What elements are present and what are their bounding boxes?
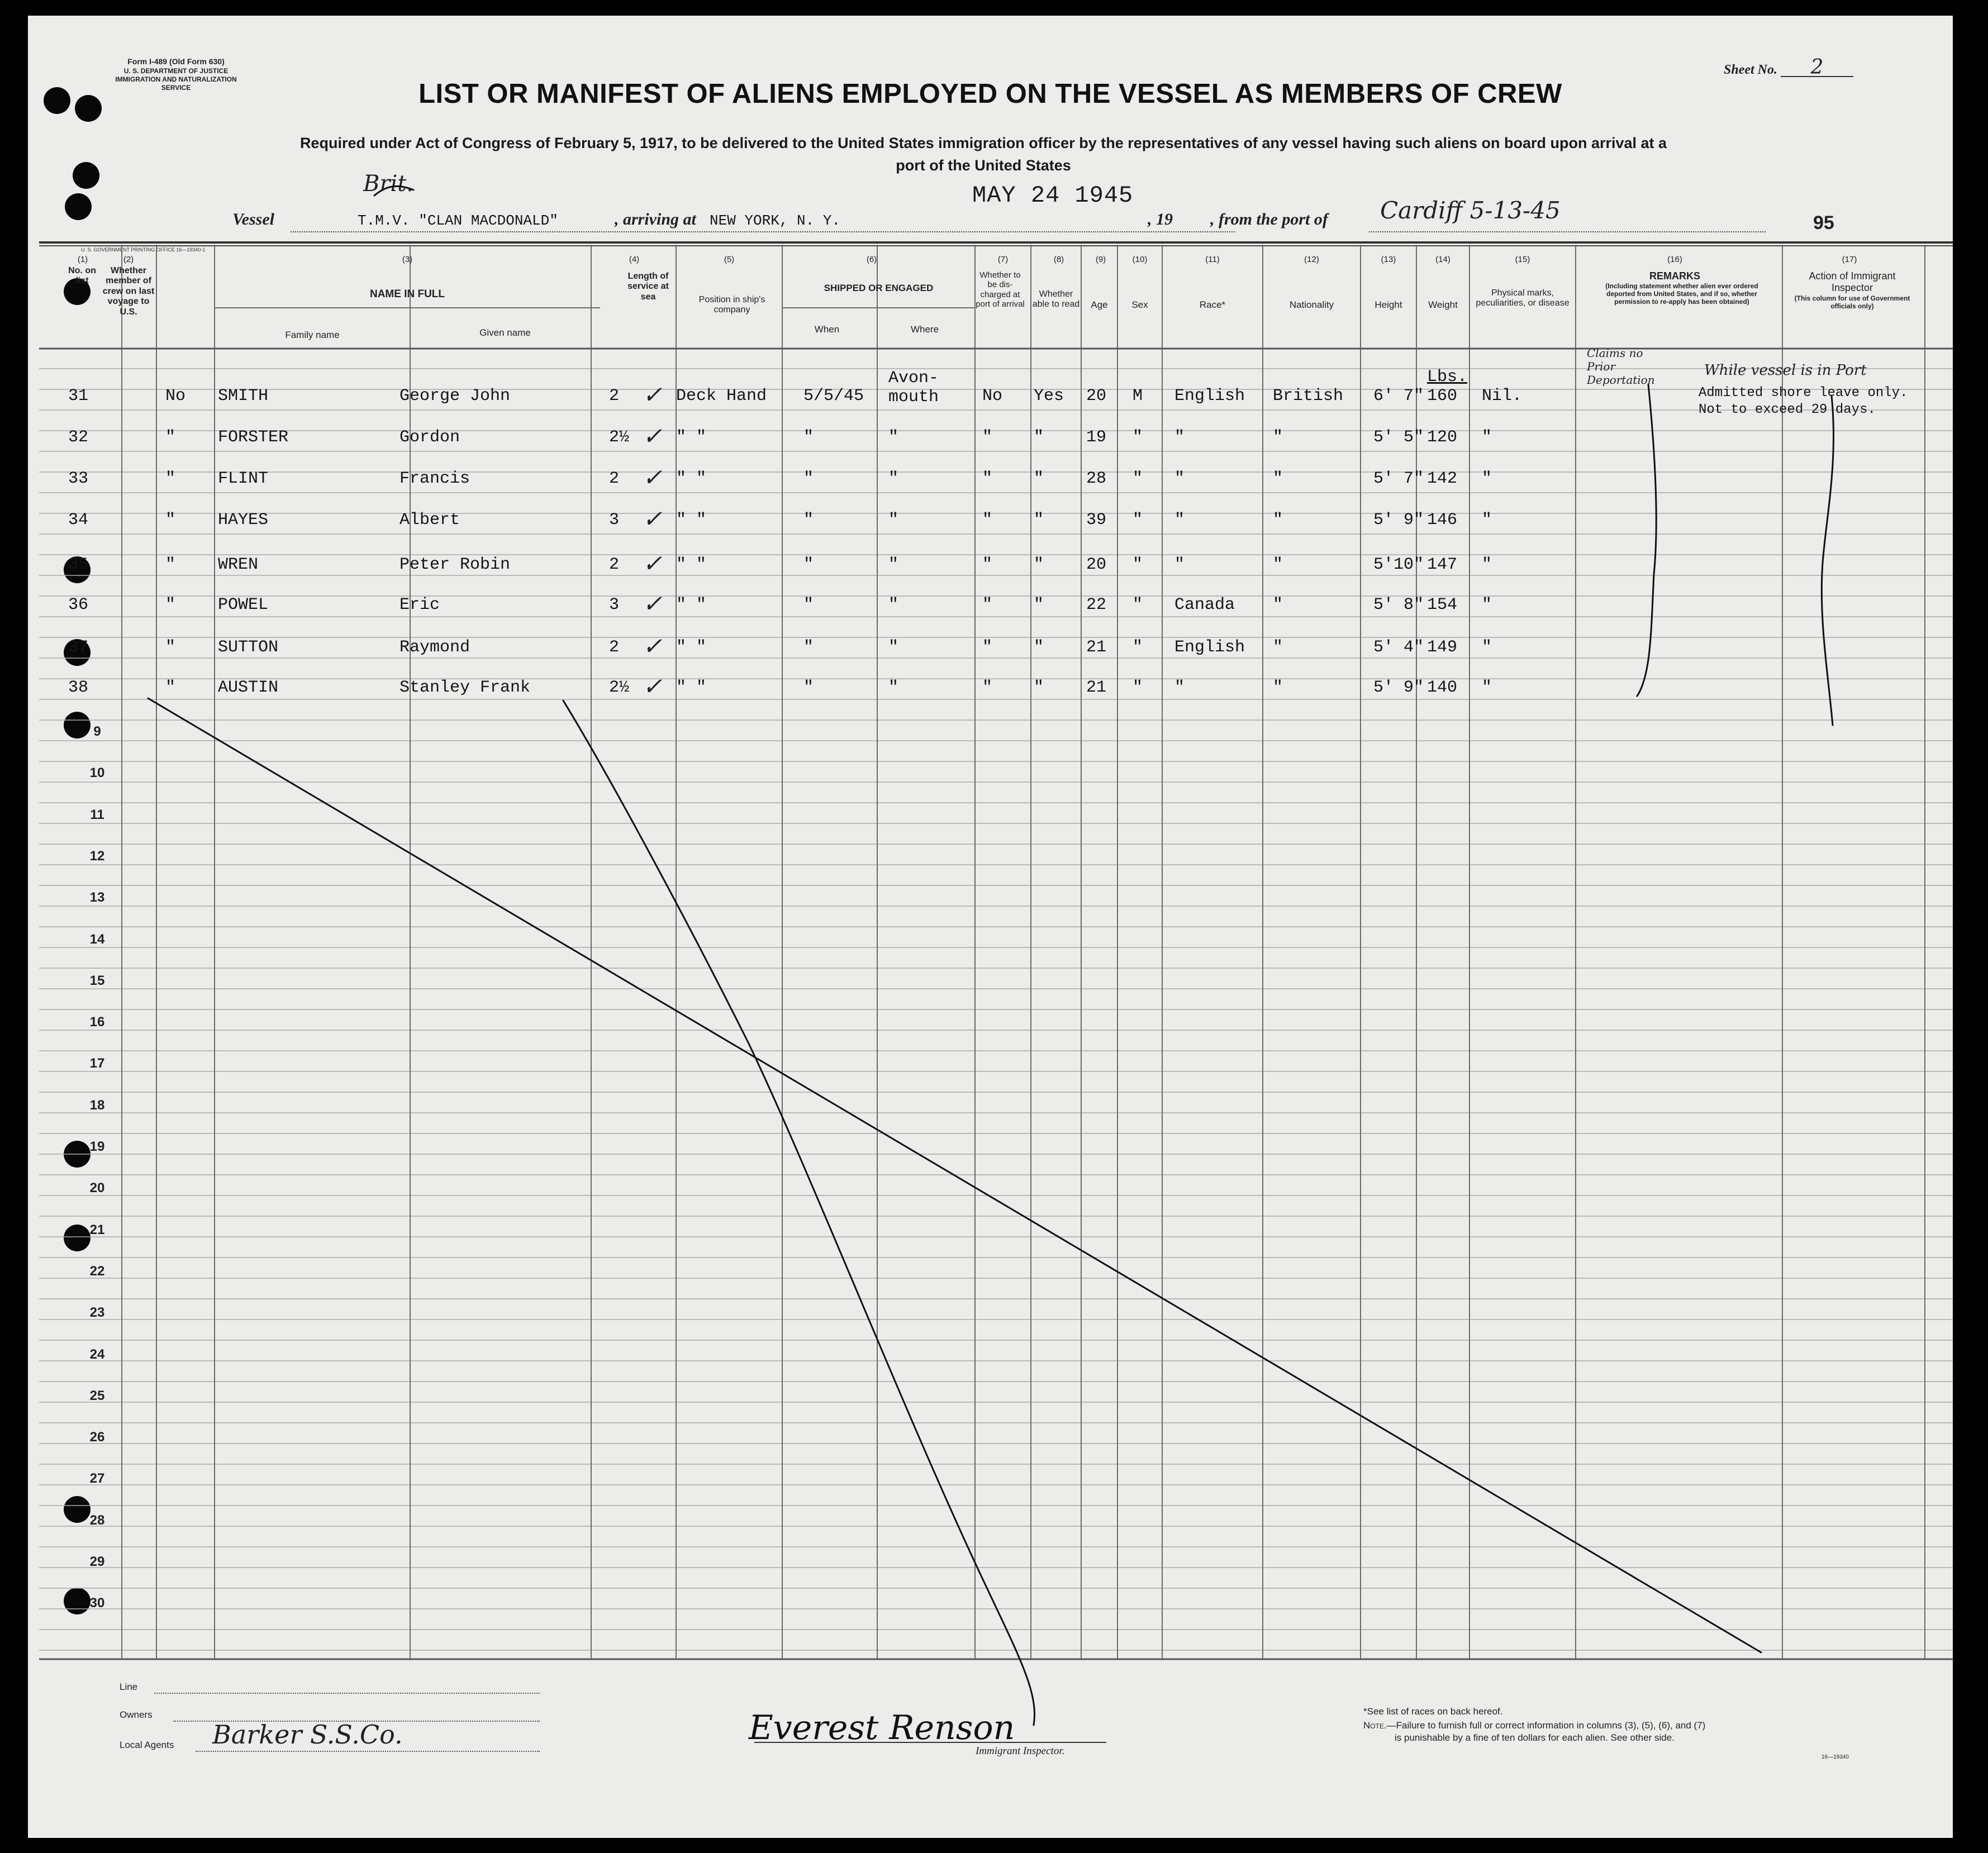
race: " — [1174, 428, 1185, 447]
age: 20 — [1086, 555, 1107, 574]
subtitle-line: port of the United States — [896, 157, 1071, 174]
col-header-discharged: Whether to be dis-charged at port of arrival — [976, 270, 1025, 309]
col-header-age: Age — [1091, 299, 1108, 310]
col-header-weight: Weight — [1428, 299, 1458, 310]
weight: 160 — [1427, 387, 1458, 406]
inspector-underline — [754, 1742, 1106, 1743]
given-name: Gordon — [399, 428, 460, 447]
line-number: 27 — [89, 1471, 105, 1487]
length-of-service: 2½ — [609, 678, 630, 697]
family-name: SUTTON — [218, 638, 279, 657]
discharged: " — [982, 596, 993, 615]
height: 6' 7" — [1373, 387, 1424, 406]
race: Canada — [1174, 596, 1235, 615]
nationality: " — [1273, 555, 1283, 574]
col-header-remarks-note: (Including statement whether alien ever ordered deported from United States, and if so, whether permission to re-apply has been obtained) — [1605, 282, 1758, 306]
discharged: " — [982, 678, 993, 697]
able-to-read: " — [1034, 638, 1044, 657]
colnum: (12) — [1304, 255, 1319, 264]
given-name: Stanley Frank — [399, 678, 531, 697]
row-number: 31 — [68, 387, 89, 406]
footer-line-underline — [154, 1693, 540, 1694]
position: " " — [676, 511, 707, 530]
given-name: Peter Robin — [399, 555, 511, 574]
sex: " — [1133, 596, 1143, 615]
height: 5' 8" — [1373, 596, 1424, 615]
subtitle-line: Required under Act of Congress of February 5, 1917, to be delivered to the United States immigration officer by the representatives of any vessel having such aliens on board upon arrival at a — [299, 135, 1667, 151]
line-number: 25 — [89, 1388, 105, 1403]
family-name: SMITH — [218, 387, 269, 406]
height: 5' 5" — [1373, 428, 1424, 447]
physical-marks: " — [1482, 555, 1492, 574]
col-header-last-voyage: Whether member of crew on last voyage to U.S. — [102, 266, 155, 317]
given-name: Raymond — [399, 638, 470, 657]
line-number: 28 — [89, 1512, 105, 1528]
colnum: (7) — [997, 255, 1009, 264]
length-of-service: 3 — [609, 596, 620, 615]
col-header-given-name: Given name — [479, 327, 531, 338]
inspector-signature: Everest Renson — [749, 1708, 1015, 1747]
colnum: (5) — [724, 255, 735, 264]
weight: 142 — [1427, 469, 1458, 488]
col-header-where: Where — [910, 324, 939, 335]
col-header-action-note: (This column for use of Government officials only) — [1794, 294, 1910, 310]
position: " " — [676, 678, 707, 697]
handwritten-marks — [28, 16, 1953, 1838]
able-to-read: Yes — [1034, 387, 1064, 406]
colnum: (1) — [77, 255, 88, 264]
given-name: Eric — [399, 596, 440, 615]
shipped-where: " — [888, 596, 899, 615]
remarks-typed: Not to exceed 29 days. — [1699, 402, 1876, 417]
checkmark-icon: ✓ — [643, 505, 663, 532]
checkmark-icon: ✓ — [643, 422, 663, 450]
col-header-name: NAME IN FULL — [369, 288, 445, 300]
discharged: " — [982, 428, 993, 447]
col-header-when: When — [814, 324, 840, 335]
manifest-page — [28, 16, 1953, 1838]
weight: 146 — [1427, 511, 1458, 530]
checkmark-icon: ✓ — [643, 673, 663, 700]
last-voyage: " — [165, 555, 176, 574]
physical-marks: " — [1482, 678, 1492, 697]
checkmark-icon: ✓ — [643, 464, 663, 491]
form-title: LIST OR MANIFEST OF ALIENS EMPLOYED ON THE VESSEL AS MEMBERS OF CREW — [418, 79, 1562, 109]
line-number: 15 — [89, 973, 105, 988]
last-voyage: " — [165, 678, 176, 697]
row-number: 33 — [68, 469, 89, 488]
given-name: Albert — [399, 511, 460, 530]
physical-marks: " — [1482, 596, 1492, 615]
line-number: 29 — [89, 1554, 105, 1569]
note-text: —Failure to furnish full or correct information in columns (3), (5), (6), and (7) — [1386, 1720, 1706, 1731]
given-name: Francis — [399, 469, 470, 488]
shipped-where: " — [888, 469, 899, 488]
shipped-when: " — [803, 596, 814, 615]
line-number: 24 — [89, 1346, 105, 1362]
able-to-read: " — [1034, 511, 1044, 530]
colnum: (13) — [1381, 255, 1396, 264]
line-number: 20 — [89, 1180, 105, 1196]
footer-line-label: Line — [120, 1681, 138, 1692]
remarks-handwritten: Claims no Prior Deportation — [1587, 346, 1655, 387]
weight: 154 — [1427, 596, 1458, 615]
row-number: 34 — [68, 511, 89, 530]
race: " — [1174, 678, 1185, 697]
page-number: 95 — [1813, 212, 1834, 234]
race: " — [1174, 555, 1185, 574]
col-header-service: Length of service at sea — [627, 271, 669, 302]
col-header-read: Whether able to read — [1032, 289, 1080, 309]
line-number: 26 — [89, 1430, 105, 1445]
nationality: " — [1273, 678, 1283, 697]
col-header-sex: Sex — [1131, 299, 1148, 310]
nationality: British — [1273, 387, 1344, 406]
shipped-when: " — [803, 511, 814, 530]
family-name: FLINT — [218, 469, 269, 488]
row-number: 37 — [68, 638, 89, 657]
shipped-when: " — [803, 638, 814, 657]
line-number: 19 — [89, 1139, 105, 1154]
position: Deck Hand — [676, 387, 767, 406]
line-number: 30 — [89, 1595, 105, 1611]
height: 5' 4" — [1373, 638, 1424, 657]
colnum: (17) — [1842, 255, 1857, 264]
family-name: FORSTER — [218, 428, 289, 447]
colnum: (11) — [1205, 255, 1220, 264]
footer-agents-label: Local Agents — [120, 1740, 174, 1750]
col-header-physical-marks: Physical marks, peculiarities, or disease — [1476, 288, 1570, 308]
remarks-bracket — [1637, 384, 1656, 696]
position: " " — [676, 638, 707, 657]
colnum: (10) — [1132, 255, 1148, 264]
col-header-remarks: REMARKS — [1649, 270, 1700, 282]
shipped-where: " — [888, 511, 899, 530]
colnum: (2) — [123, 255, 134, 264]
line-number: 14 — [89, 931, 105, 947]
discharged: No — [982, 387, 1003, 406]
race: English — [1174, 638, 1245, 657]
race: " — [1174, 469, 1185, 488]
form-id-line: Form I-489 (Old Form 630) — [127, 57, 225, 66]
colnum: (16) — [1667, 255, 1682, 264]
height: 5' 7" — [1373, 469, 1424, 488]
remarks-typed: Admitted shore leave only. — [1699, 385, 1908, 401]
age: 20 — [1086, 387, 1107, 406]
footer-agents-underline — [196, 1751, 540, 1752]
form-id-line: U. S. DEPARTMENT OF JUSTICE — [123, 66, 229, 75]
sex: " — [1133, 678, 1143, 697]
line-number: 12 — [89, 848, 105, 864]
sheet-label: Sheet No. — [1724, 63, 1777, 77]
age: 22 — [1086, 596, 1107, 615]
sex: " — [1133, 555, 1143, 574]
colnum: (14) — [1435, 255, 1450, 264]
sex: M — [1133, 387, 1143, 406]
discharged: " — [982, 638, 993, 657]
length-of-service: 2 — [609, 469, 620, 488]
discharged: " — [982, 555, 993, 574]
length-of-service: 3 — [609, 511, 620, 530]
vessel-label: Vessel — [232, 210, 274, 228]
last-voyage: " — [165, 596, 176, 615]
shipped-when: 5/5/45 — [803, 387, 864, 406]
checkmark-icon: ✓ — [643, 381, 663, 408]
cancel-stroke — [148, 698, 1761, 1652]
race: English — [1174, 387, 1245, 406]
physical-marks: " — [1482, 511, 1492, 530]
line-number: 10 — [89, 765, 105, 781]
remarks-handwritten: While vessel is in Port — [1704, 362, 1867, 379]
col-header-family-name: Family name — [285, 330, 340, 340]
race: " — [1174, 511, 1185, 530]
col-header-nationality: Nationality — [1289, 299, 1334, 310]
weight: 147 — [1427, 555, 1458, 574]
line-number: 18 — [89, 1097, 105, 1113]
height: 5'10" — [1373, 555, 1424, 574]
row-number: 32 — [68, 428, 89, 447]
action-bracket — [1821, 396, 1833, 725]
note-races: *See list of races on back hereof. — [1363, 1706, 1503, 1717]
form-id-line: IMMIGRATION AND NATURALIZATION SERVICE — [115, 75, 237, 92]
nationality: " — [1273, 469, 1283, 488]
vessel-name: T.M.V. "CLAN MACDONALD" — [358, 212, 558, 229]
age: 21 — [1086, 678, 1107, 697]
col-header-height: Height — [1375, 299, 1402, 310]
from-port-label: , from the port of — [1210, 210, 1328, 228]
line-number: 17 — [89, 1056, 105, 1071]
note-penalty — [1363, 1719, 1705, 1744]
last-voyage: " — [165, 511, 176, 530]
age: 28 — [1086, 469, 1107, 488]
last-voyage: " — [165, 469, 176, 488]
length-of-service: 2 — [609, 555, 620, 574]
discharged: " — [982, 469, 993, 488]
weight: 140 — [1427, 678, 1458, 697]
height: 5' 9" — [1373, 678, 1424, 697]
family-name: WREN — [218, 555, 259, 574]
row-number: 38 — [68, 678, 89, 697]
age: 19 — [1086, 428, 1107, 447]
line-number: 13 — [89, 890, 105, 906]
given-name: George John — [399, 387, 511, 406]
shipped-when: " — [803, 469, 814, 488]
col-header-no: No. on list — [68, 266, 96, 286]
from-port-value: Cardiff 5-13-45 — [1380, 197, 1561, 224]
form-code: 16—19340 — [1821, 1754, 1849, 1760]
physical-marks: " — [1482, 638, 1492, 657]
sex: " — [1133, 511, 1143, 530]
sheet-value: 2 — [1781, 59, 1853, 77]
last-voyage: " — [165, 638, 176, 657]
arrival-date-stamp: MAY 24 1945 — [972, 182, 1134, 209]
line-number: 21 — [89, 1222, 105, 1237]
able-to-read: " — [1034, 678, 1044, 697]
inspector-label: Immigrant Inspector. — [976, 1745, 1065, 1757]
family-name: AUSTIN — [218, 678, 279, 697]
colnum: (8) — [1053, 255, 1064, 264]
agents-signature: Barker S.S.Co. — [212, 1719, 403, 1750]
row-number: 35 — [68, 555, 89, 574]
printing-office: U. S. GOVERNMENT PRINTING OFFICE 16—19340-1 — [81, 247, 206, 253]
arriving-at: NEW YORK, N. Y. — [710, 212, 841, 229]
shipped-where: Avon- mouth — [888, 369, 939, 407]
family-name: HAYES — [218, 511, 269, 530]
row-number: 36 — [68, 596, 89, 615]
able-to-read: " — [1034, 469, 1044, 488]
last-voyage: No — [165, 387, 186, 406]
discharged: " — [982, 511, 993, 530]
position: " " — [676, 555, 707, 574]
nationality: " — [1273, 638, 1283, 657]
physical-marks: Nil. — [1482, 387, 1523, 406]
line-number: 23 — [89, 1305, 105, 1321]
vessel-annotation: Brit. — [363, 171, 414, 197]
colnum: (4) — [629, 255, 640, 264]
able-to-read: " — [1034, 555, 1044, 574]
cancel-stroke — [563, 701, 1035, 1725]
colnum: (15) — [1515, 255, 1530, 264]
length-of-service: 2 — [609, 387, 620, 406]
shipped-where: " — [888, 428, 899, 447]
colnum: (3) — [402, 255, 413, 264]
line-number: 22 — [89, 1263, 105, 1279]
arriving-label: , arriving at — [615, 210, 696, 228]
weight: 149 — [1427, 638, 1458, 657]
checkmark-icon: ✓ — [643, 632, 663, 660]
family-name: POWEL — [218, 596, 269, 615]
physical-marks: " — [1482, 469, 1492, 488]
able-to-read: " — [1034, 428, 1044, 447]
note-text: is punishable by a fine of ten dollars for each alien. See other side. — [1395, 1732, 1675, 1743]
sex: " — [1133, 638, 1143, 657]
col-header-position: Position in ship's company — [698, 295, 765, 315]
col-header-shipped: SHIPPED OR ENGAGED — [824, 283, 934, 293]
nationality: " — [1273, 596, 1283, 615]
age: 21 — [1086, 638, 1107, 657]
position: " " — [676, 469, 707, 488]
vessel-caret — [374, 186, 413, 196]
position: " " — [676, 596, 707, 615]
shipped-where: " — [888, 678, 899, 697]
shipped-where: " — [888, 638, 899, 657]
shipped-when: " — [803, 555, 814, 574]
note-label: Note. — [1363, 1720, 1387, 1731]
weight: 120 — [1427, 428, 1458, 447]
line-number: 9 — [93, 724, 101, 739]
sex: " — [1133, 469, 1143, 488]
length-of-service: 2½ — [609, 428, 630, 447]
nationality: " — [1273, 511, 1283, 530]
shipped-where: " — [888, 555, 899, 574]
position: " " — [676, 428, 707, 447]
colnum: (6) — [866, 255, 877, 264]
checkmark-icon: ✓ — [643, 590, 663, 617]
able-to-read: " — [1034, 596, 1044, 615]
col-header-action: Action of Immigrant Inspector — [1809, 270, 1896, 293]
footer-owners-label: Owners — [120, 1709, 153, 1720]
colnum: (9) — [1095, 255, 1106, 264]
shipped-when: " — [803, 678, 814, 697]
nationality: " — [1273, 428, 1283, 447]
length-of-service: 2 — [609, 638, 620, 657]
col-header-race: Race* — [1199, 299, 1226, 310]
weight-unit: Lbs. — [1427, 368, 1468, 387]
sex: " — [1133, 428, 1143, 447]
height: 5' 9" — [1373, 511, 1424, 530]
last-voyage: " — [165, 428, 176, 447]
physical-marks: " — [1482, 428, 1492, 447]
shipped-when: " — [803, 428, 814, 447]
line-number: 11 — [90, 807, 104, 822]
checkmark-icon: ✓ — [643, 550, 663, 577]
year-label: , 19 — [1148, 210, 1173, 228]
age: 39 — [1086, 511, 1107, 530]
line-number: 16 — [89, 1014, 105, 1030]
